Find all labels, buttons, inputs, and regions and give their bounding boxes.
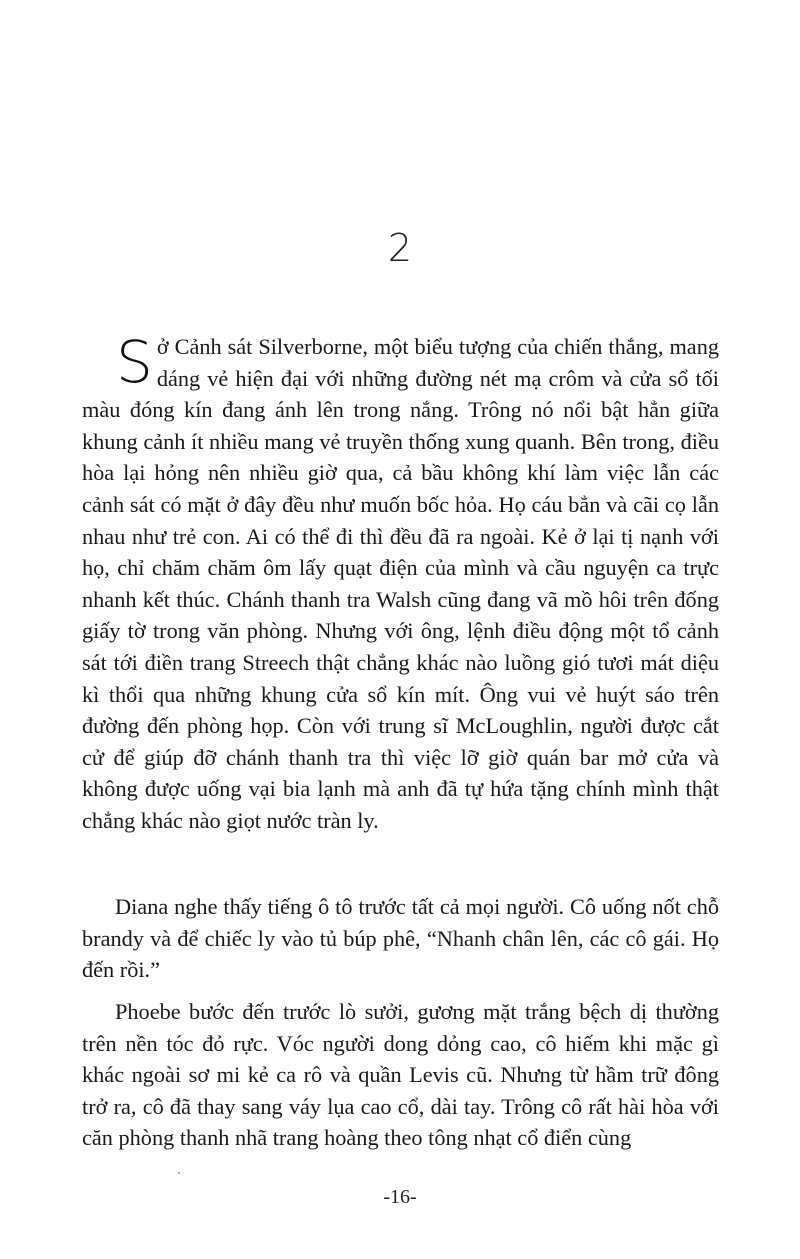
paragraph-2 <box>82 891 719 986</box>
paragraph-2-text: Diana nghe thấy tiếng ô tô trước tất cả mọi người. Cô uống nốt chỗ brandy và để chiếc ly vào tủ búp phê, “Nhanh chân lên, các cô gái. Họ đến rồi.” <box>82 894 719 983</box>
drop-cap: S <box>116 328 153 396</box>
paragraph-1-body <box>82 328 719 837</box>
paragraph-1-text: ở Cảnh sát Silverborne, một biểu tượng của chiến thắng, mang dáng vẻ hiện đại với những đường nét mạ crôm và cửa sổ tối màu đóng kín đang ánh lên trong nắng. Trông nó nổi bật hẳn giữa khung cảnh ít nhiều mang vẻ truyền thống xung quanh. Bên trong, điều hòa lại hỏng nên nhiều giờ qua, cả bầu không khí làm việc lẫn các cảnh sát có mặt ở đây đều như muốn bốc hỏa. Họ cáu bẳn và cãi cọ lẫn nhau như trẻ con. Ai có thể đi thì đều đã ra ngoài. Kẻ ở lại tị nạnh với họ, chỉ chăm chăm ôm lấy quạt điện của mình và cầu nguyện ca trực nhanh kết thúc. Chánh thanh tra Walsh cũng đang vã mồ hôi trên đống giấy tờ trong văn phòng. Nhưng với ông, lệnh điều động một tổ cảnh sát tới điền trang Streech thật chẳng khác nào luồng gió tươi mát diệu kì thổi qua những khung cửa sổ kín mít. Ông vui vẻ huýt sáo trên đường đến phòng họp. Còn với trung sĩ McLoughlin, người được cắt cử để giúp đỡ chánh thanh tra thì việc lỡ giờ quán bar mở cửa và không được uống vại bia lạnh mà anh đã tự hứa tặng chính mình thật chẳng khác nào giọt nước tràn ly. <box>82 334 719 833</box>
print-speck <box>178 1172 180 1174</box>
page-number: -16- <box>383 1186 417 1208</box>
chapter-number: 2 <box>387 226 413 270</box>
paragraph-1 <box>82 328 719 837</box>
paragraph-3-text: Phoebe bước đến trước lò sưởi, gương mặt trắng bệch dị thường trên nền tóc đỏ rực. Vóc người dong dỏng cao, cô hiếm khi mặc gì khác ngoài sơ mi kẻ ca rô và quần Levis cũ. Nhưng từ hầm trữ đông trở ra, cô đã thay sang váy lụa cao cổ, dài tay. Trông cô rất hài hòa với căn phòng thanh nhã trang hoàng theo tông nhạt cổ điển cùng <box>82 999 719 1151</box>
paragraph-3 <box>82 996 719 1154</box>
